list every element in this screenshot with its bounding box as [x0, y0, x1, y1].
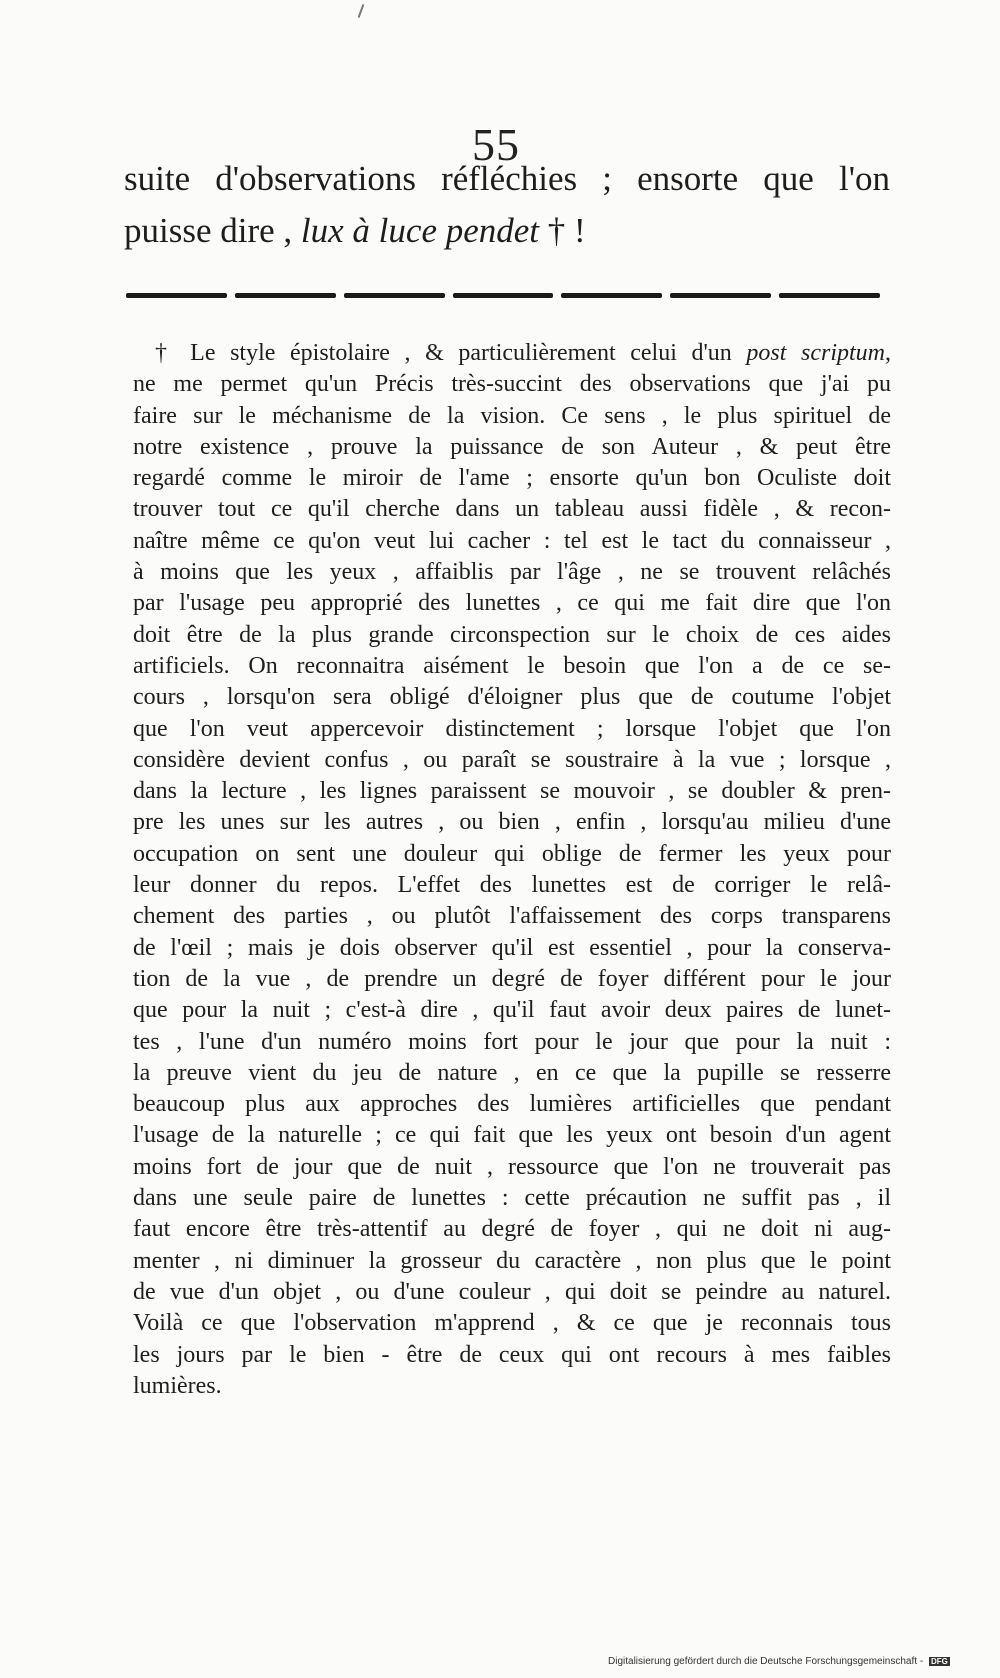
rule-segment: [126, 293, 227, 298]
dfg-logo: DFG: [930, 1656, 948, 1666]
footnote-line: à moins que les yeux , affaiblis par l'âge , ne se trouvent relâchés: [133, 559, 891, 586]
footnote-line: menter , ni diminuer la grosseur du caractère , non plus que le point: [133, 1247, 891, 1274]
latin-quote: lux à luce pendet: [300, 211, 540, 250]
footnote-line: artificiels. On reconnaitra aisément le besoin que l'on a de ce se-: [133, 652, 891, 679]
rule-segment: [235, 293, 336, 298]
body-text-segment: puisse dire ,: [124, 211, 301, 250]
footnote-line: l'usage de la naturelle ; ce qui fait que les yeux ont besoin d'un agent: [133, 1122, 891, 1149]
digitization-credit: [608, 1656, 950, 1667]
footnote-line: tion de la vue , de prendre un degré de foyer différent pour le jour: [133, 965, 891, 992]
footnote-line: notre existence , prouve la puissance de son Auteur , & peut être: [133, 433, 891, 460]
footnote-line: trouver tout ce qu'il cherche dans un tableau aussi fidèle , & recon-: [133, 496, 891, 523]
footnote-line: faut encore être très-attentif au degré de foyer , qui ne doit ni aug-: [133, 1216, 891, 1243]
footnote-line: † Le style épistolaire , & particulièrement celui d'un post scriptum,: [155, 340, 891, 366]
rule-segment: [344, 293, 445, 298]
footnote-line: lumières.: [133, 1372, 222, 1399]
footnote-line: doit être de la plus grande circonspection sur le choix de ces aides: [133, 621, 891, 648]
footnote: [133, 338, 891, 1402]
footnote-line: naître même ce qu'on veut lui cacher : tel est le tact du connaisseur ,: [133, 527, 891, 554]
footnote-line: chement des parties , ou plutôt l'affaissement des corps transparens: [133, 903, 891, 930]
footnote-line: considère devient confus , ou paraît se soustraire à la vue ; lorsque ,: [133, 746, 891, 773]
footnote-line: occupation on sent une douleur qui oblige de fermer les yeux pour: [133, 840, 891, 867]
footnote-line: beaucoup plus aux approches des lumières artificielles que pendant: [133, 1091, 891, 1118]
body-text-line: [124, 210, 890, 252]
footnote-line: moins fort de jour que de nuit , ressource que l'on ne trouverait pas: [133, 1153, 891, 1180]
footnote-line: faire sur le méchanisme de la vision. Ce sens , le plus spirituel de: [133, 402, 891, 429]
rule-segment: [779, 293, 880, 298]
footnote-line: Voilà ce que l'observation m'apprend , & ce que je reconnais tous: [133, 1310, 891, 1337]
footnote-line: que l'on veut appercevoir distinctement ; lorsque l'objet que l'on: [133, 715, 891, 742]
footnote-line: les jours par le bien - être de ceux qui ont recours à mes faibles: [133, 1341, 891, 1368]
footnote-line: regardé comme le miroir de l'ame ; ensorte qu'un bon Oculiste doit: [133, 465, 891, 492]
footnote-line: tes , l'une d'un numéro moins fort pour le jour que pour la nuit :: [133, 1028, 891, 1055]
page-number: 55: [472, 119, 520, 170]
rule-segment: [453, 293, 554, 298]
footnote-line: de l'œil ; mais je dois observer qu'il est essentiel , pour la conserva-: [133, 934, 891, 961]
footnote-line: ne me permet qu'un Précis très-succint des observations que j'ai pu: [133, 371, 891, 398]
margin-mark: [358, 4, 365, 18]
credit-text: Digitalisierung gefördert durch die Deutsche Forschungsgemeinschaft -: [608, 1656, 926, 1667]
footnote-line: dans la lecture , les lignes paraissent se mouvoir , se doubler & pren-: [133, 778, 891, 805]
footnote-line: la preuve vient du jeu de nature , en ce que la pupille se resserre: [133, 1059, 891, 1086]
decorative-rule: [126, 293, 880, 298]
rule-segment: [561, 293, 662, 298]
footnote-line: pre les unes sur les autres , ou bien , enfin , lorsqu'au milieu d'une: [133, 809, 891, 836]
footnote-line: de vue d'un objet , ou d'une couleur , qui doit se peindre au naturel.: [133, 1278, 891, 1305]
footnote-line: cours , lorsqu'on sera obligé d'éloigner plus que de coutume l'objet: [133, 684, 891, 711]
body-text-line: suite d'observations réfléchies ; ensorte que l'on: [124, 159, 890, 198]
rule-segment: [670, 293, 771, 298]
footnote-line: leur donner du repos. L'effet des lunettes est de corriger le relâ-: [133, 872, 891, 899]
footnote-marker: † !: [539, 211, 586, 250]
footnote-line: dans une seule paire de lunettes : cette précaution ne suffit pas , il: [133, 1185, 891, 1212]
footnote-line: par l'usage peu approprié des lunettes , ce qui me fait dire que l'on: [133, 590, 891, 617]
footnote-line: que pour la nuit ; c'est-à dire , qu'il faut avoir deux paires de lunet-: [133, 997, 891, 1024]
